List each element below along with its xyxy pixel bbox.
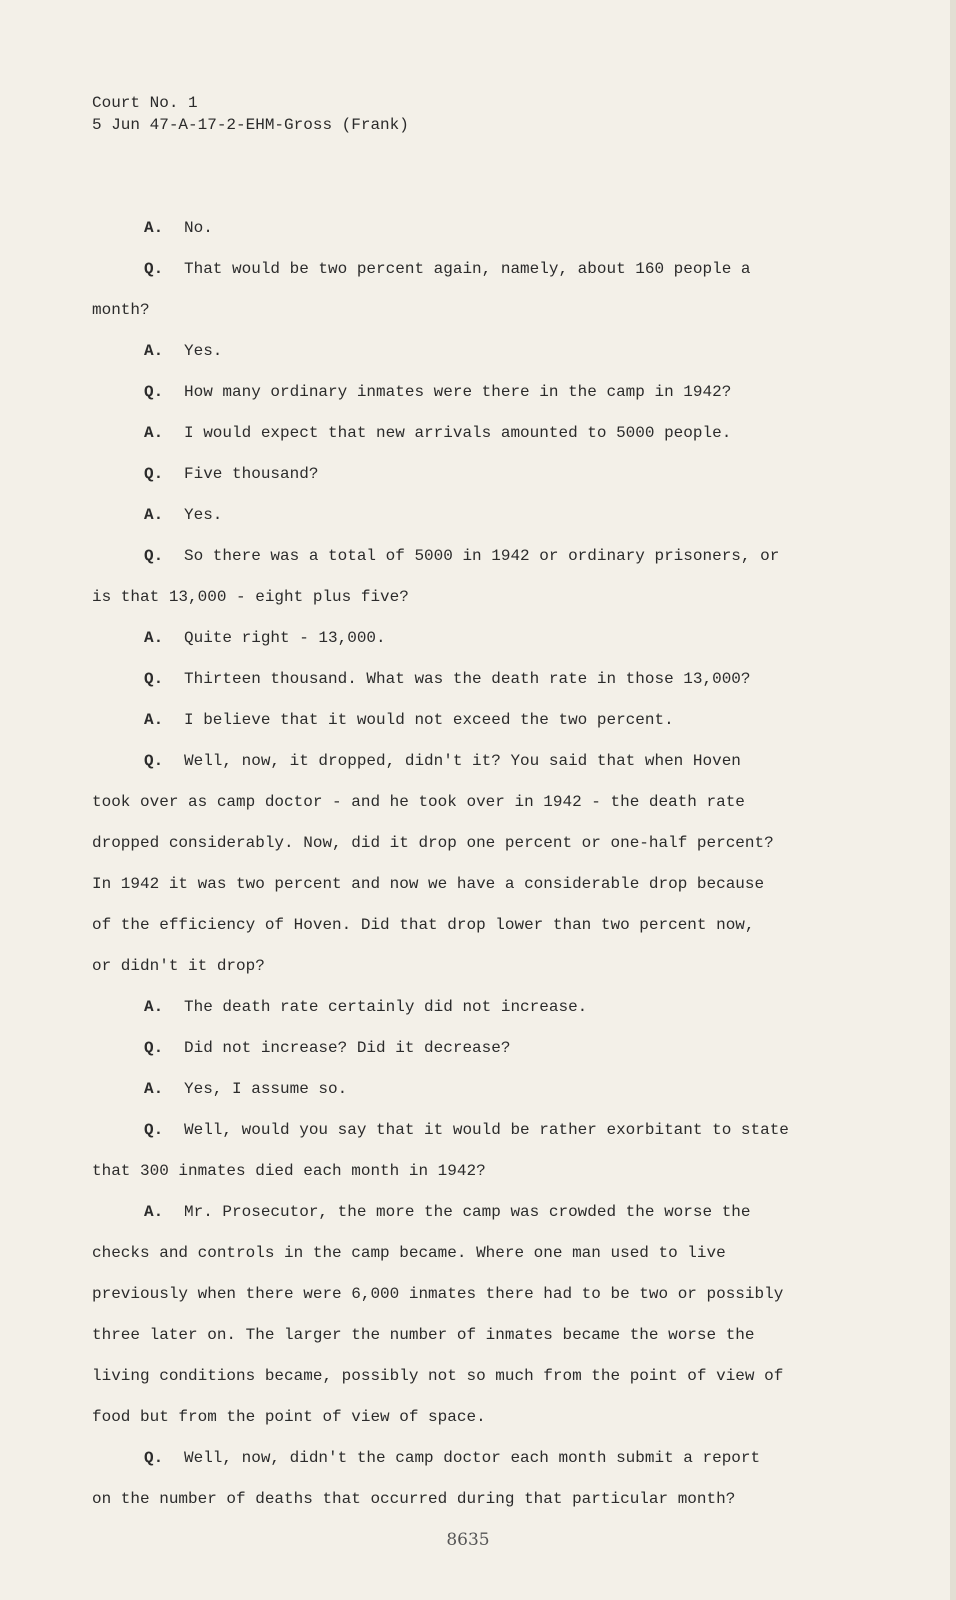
paragraph-text: Did not increase? Did it decrease? xyxy=(184,1039,511,1057)
transcript-body xyxy=(92,208,852,1520)
transcript-paragraph xyxy=(92,987,852,1028)
document-header xyxy=(92,92,409,136)
transcript-paragraph xyxy=(92,1192,852,1438)
paragraph-continuation-line: that 300 inmates died each month in 1942? xyxy=(92,1162,486,1180)
paragraph-text: No. xyxy=(184,219,213,237)
transcript-paragraph xyxy=(92,700,852,741)
paragraph-first-line xyxy=(92,1069,852,1110)
speaker-label: A. xyxy=(144,424,164,442)
paragraph-first-line xyxy=(92,208,852,249)
paragraph-continuation-line: or didn't it drop? xyxy=(92,957,265,975)
speaker-label: A. xyxy=(144,506,164,524)
paragraph-continuation-line: on the number of deaths that occurred during that particular month? xyxy=(92,1490,736,1508)
paragraph-text: The death rate certainly did not increase. xyxy=(184,998,588,1016)
paragraph-text: Five thousand? xyxy=(184,465,319,483)
paragraph-text: Mr. Prosecutor, the more the camp was crowded the worse the xyxy=(184,1203,751,1221)
transcript-paragraph xyxy=(92,1438,852,1520)
paragraph-text: How many ordinary inmates were there in the camp in 1942? xyxy=(184,383,732,401)
paragraph-first-line xyxy=(92,1110,852,1151)
speaker-label: Q. xyxy=(144,752,164,770)
paragraph-text: That would be two percent again, namely, about 160 people a xyxy=(184,260,751,278)
paragraph-first-line xyxy=(92,659,852,700)
transcript-paragraph xyxy=(92,331,852,372)
paragraph-text: Yes. xyxy=(184,342,223,360)
transcript-paragraph xyxy=(92,536,852,618)
speaker-label: A. xyxy=(144,219,164,237)
transcript-paragraph xyxy=(92,618,852,659)
paragraph-first-line xyxy=(92,413,852,454)
paragraph-first-line xyxy=(92,495,852,536)
transcript-paragraph xyxy=(92,659,852,700)
court-number: Court No. 1 xyxy=(92,94,198,112)
paragraph-continuation-line: is that 13,000 - eight plus five? xyxy=(92,588,409,606)
transcript-paragraph xyxy=(92,1069,852,1110)
paragraph-text: Well, now, didn't the camp doctor each month submit a report xyxy=(184,1449,761,1467)
session-reference: 5 Jun 47-A-17-2-EHM-Gross (Frank) xyxy=(92,116,409,134)
paragraph-first-line xyxy=(92,249,852,290)
paragraph-first-line xyxy=(92,741,852,782)
paragraph-continuation-line: took over as camp doctor - and he took over in 1942 - the death rate xyxy=(92,793,745,811)
paragraph-text: Well, now, it dropped, didn't it? You said that when Hoven xyxy=(184,752,741,770)
paragraph-continuation-line: In 1942 it was two percent and now we have a considerable drop because xyxy=(92,875,765,893)
transcript-paragraph xyxy=(92,413,852,454)
paragraph-text: I would expect that new arrivals amounted to 5000 people. xyxy=(184,424,732,442)
paragraph-text: Yes, I assume so. xyxy=(184,1080,348,1098)
speaker-label: A. xyxy=(144,1080,164,1098)
paragraph-text: Quite right - 13,000. xyxy=(184,629,386,647)
paragraph-text: I believe that it would not exceed the two percent. xyxy=(184,711,674,729)
paragraph-continuation-line: of the efficiency of Hoven. Did that drop lower than two percent now, xyxy=(92,916,755,934)
paragraph-continuation-line: previously when there were 6,000 inmates there had to be two or possibly xyxy=(92,1285,784,1303)
paragraph-text: Yes. xyxy=(184,506,223,524)
paragraph-continuation-line: food but from the point of view of space. xyxy=(92,1408,486,1426)
speaker-label: A. xyxy=(144,629,164,647)
paragraph-first-line xyxy=(92,1192,852,1233)
transcript-paragraph xyxy=(92,495,852,536)
paragraph-text: Well, would you say that it would be rather exorbitant to state xyxy=(184,1121,789,1139)
page-number: 8635 xyxy=(446,1530,490,1550)
speaker-label: Q. xyxy=(144,1121,164,1139)
paragraph-continuation-line: three later on. The larger the number of inmates became the worse the xyxy=(92,1326,755,1344)
paragraph-first-line xyxy=(92,331,852,372)
paragraph-continuation-line: checks and controls in the camp became. Where one man used to live xyxy=(92,1244,726,1262)
speaker-label: Q. xyxy=(144,260,164,278)
paragraph-continuation-line: living conditions became, possibly not so much from the point of view of xyxy=(92,1367,784,1385)
speaker-label: A. xyxy=(144,711,164,729)
transcript-paragraph xyxy=(92,249,852,331)
paragraph-first-line xyxy=(92,454,852,495)
transcript-paragraph xyxy=(92,454,852,495)
paragraph-text: Thirteen thousand. What was the death rate in those 13,000? xyxy=(184,670,751,688)
transcript-paragraph xyxy=(92,1110,852,1192)
speaker-label: Q. xyxy=(144,1039,164,1057)
paragraph-first-line xyxy=(92,987,852,1028)
paragraph-first-line xyxy=(92,618,852,659)
transcript-paragraph xyxy=(92,372,852,413)
paragraph-continuation-line: month? xyxy=(92,301,150,319)
speaker-label: A. xyxy=(144,998,164,1016)
transcript-paragraph xyxy=(92,741,852,987)
transcript-paragraph xyxy=(92,1028,852,1069)
speaker-label: Q. xyxy=(144,1449,164,1467)
transcript-paragraph xyxy=(92,208,852,249)
speaker-label: A. xyxy=(144,1203,164,1221)
paragraph-first-line xyxy=(92,536,852,577)
speaker-label: Q. xyxy=(144,670,164,688)
speaker-label: Q. xyxy=(144,465,164,483)
paragraph-first-line xyxy=(92,1438,852,1479)
speaker-label: Q. xyxy=(144,383,164,401)
paragraph-text: So there was a total of 5000 in 1942 or ordinary prisoners, or xyxy=(184,547,780,565)
speaker-label: Q. xyxy=(144,547,164,565)
paragraph-first-line xyxy=(92,372,852,413)
paragraph-first-line xyxy=(92,700,852,741)
speaker-label: A. xyxy=(144,342,164,360)
paragraph-first-line xyxy=(92,1028,852,1069)
paragraph-continuation-line: dropped considerably. Now, did it drop one percent or one-half percent? xyxy=(92,834,774,852)
